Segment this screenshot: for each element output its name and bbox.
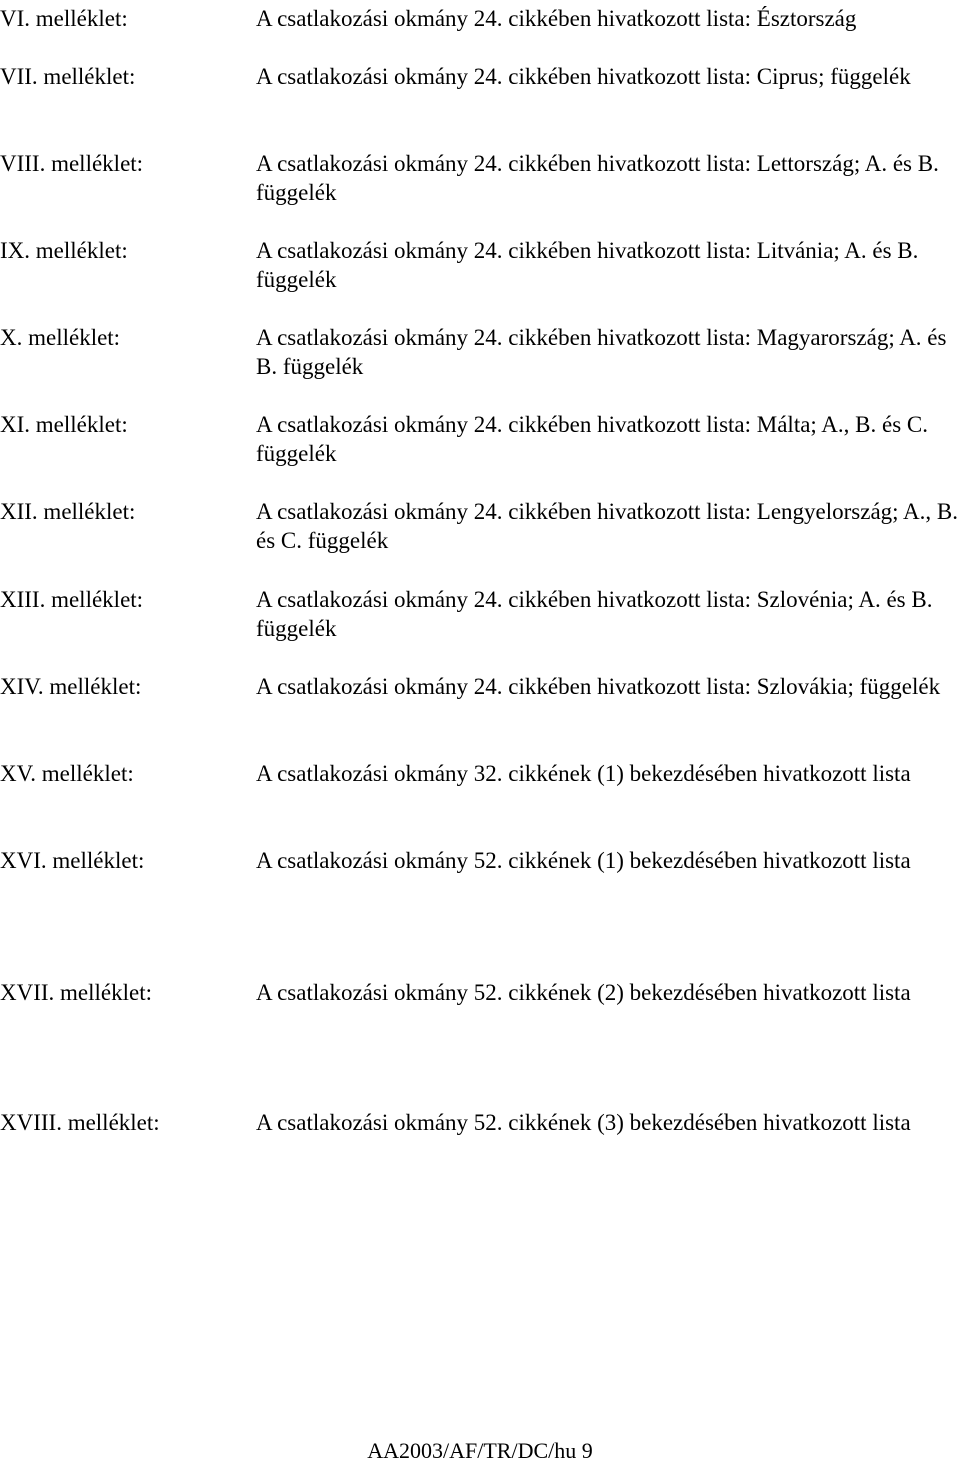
annex-label: XVIII. melléklet: [0,1110,160,1135]
annex-row [0,410,960,480]
annex-description: A csatlakozási okmány 24. cikkében hivatkozott lista: Litvánia; A. és B. függelék [256,238,919,292]
annex-label: XIII. melléklet: [0,587,144,612]
annex-row [0,62,960,132]
annex-label: VII. melléklet: [0,64,136,89]
annex-label: XVI. melléklet: [0,848,145,873]
annex-row [0,846,960,916]
annex-label: X. melléklet: [0,325,121,350]
annex-label: VIII. melléklet: [0,151,144,176]
annex-label: XIV. melléklet: [0,674,142,699]
annex-description: A csatlakozási okmány 24. cikkében hivatkozott lista: Málta; A., B. és C. függelék [256,412,928,466]
page-footer-reference: AA2003/AF/TR/DC/hu 9 [367,1438,593,1463]
annex-label: VI. melléklet: [0,6,128,31]
annex-description: A csatlakozási okmány 52. cikkének (2) bekezdésében hivatkozott lista [256,980,911,1005]
annex-row [0,978,960,1048]
annex-row [0,149,960,219]
annex-row [0,236,960,306]
annex-description: A csatlakozási okmány 32. cikkének (1) bekezdésében hivatkozott lista [256,761,911,786]
annex-row [0,323,960,393]
annex-row [0,672,960,742]
annex-description: A csatlakozási okmány 52. cikkének (3) bekezdésében hivatkozott lista [256,1110,911,1135]
annex-row [0,585,960,655]
annex-description: A csatlakozási okmány 24. cikkében hivatkozott lista: Észtország [256,6,857,31]
annex-row [0,759,960,829]
annex-label: XI. melléklet: [0,412,128,437]
annex-description: A csatlakozási okmány 24. cikkében hivatkozott lista: Szlovákia; függelék [256,674,941,699]
annex-description: A csatlakozási okmány 52. cikkének (1) bekezdésében hivatkozott lista [256,848,911,873]
annex-row [0,497,960,567]
annex-label: XVII. melléklet: [0,980,153,1005]
annex-description: A csatlakozási okmány 24. cikkében hivatkozott lista: Lengyelország; A., B. és C. függelék [256,499,958,553]
annex-description: A csatlakozási okmány 24. cikkében hivatkozott lista: Szlovénia; A. és B. függelék [256,587,933,641]
annex-row [0,1108,960,1178]
annex-label: XV. melléklet: [0,761,134,786]
annex-description: A csatlakozási okmány 24. cikkében hivatkozott lista: Lettország; A. és B. függelék [256,151,939,205]
annex-description: A csatlakozási okmány 24. cikkében hivatkozott lista: Magyarország; A. és B. függelék [256,325,947,379]
annex-label: XII. melléklet: [0,499,136,524]
annex-description: A csatlakozási okmány 24. cikkében hivatkozott lista: Ciprus; függelék [256,64,911,89]
annex-label: IX. melléklet: [0,238,128,263]
